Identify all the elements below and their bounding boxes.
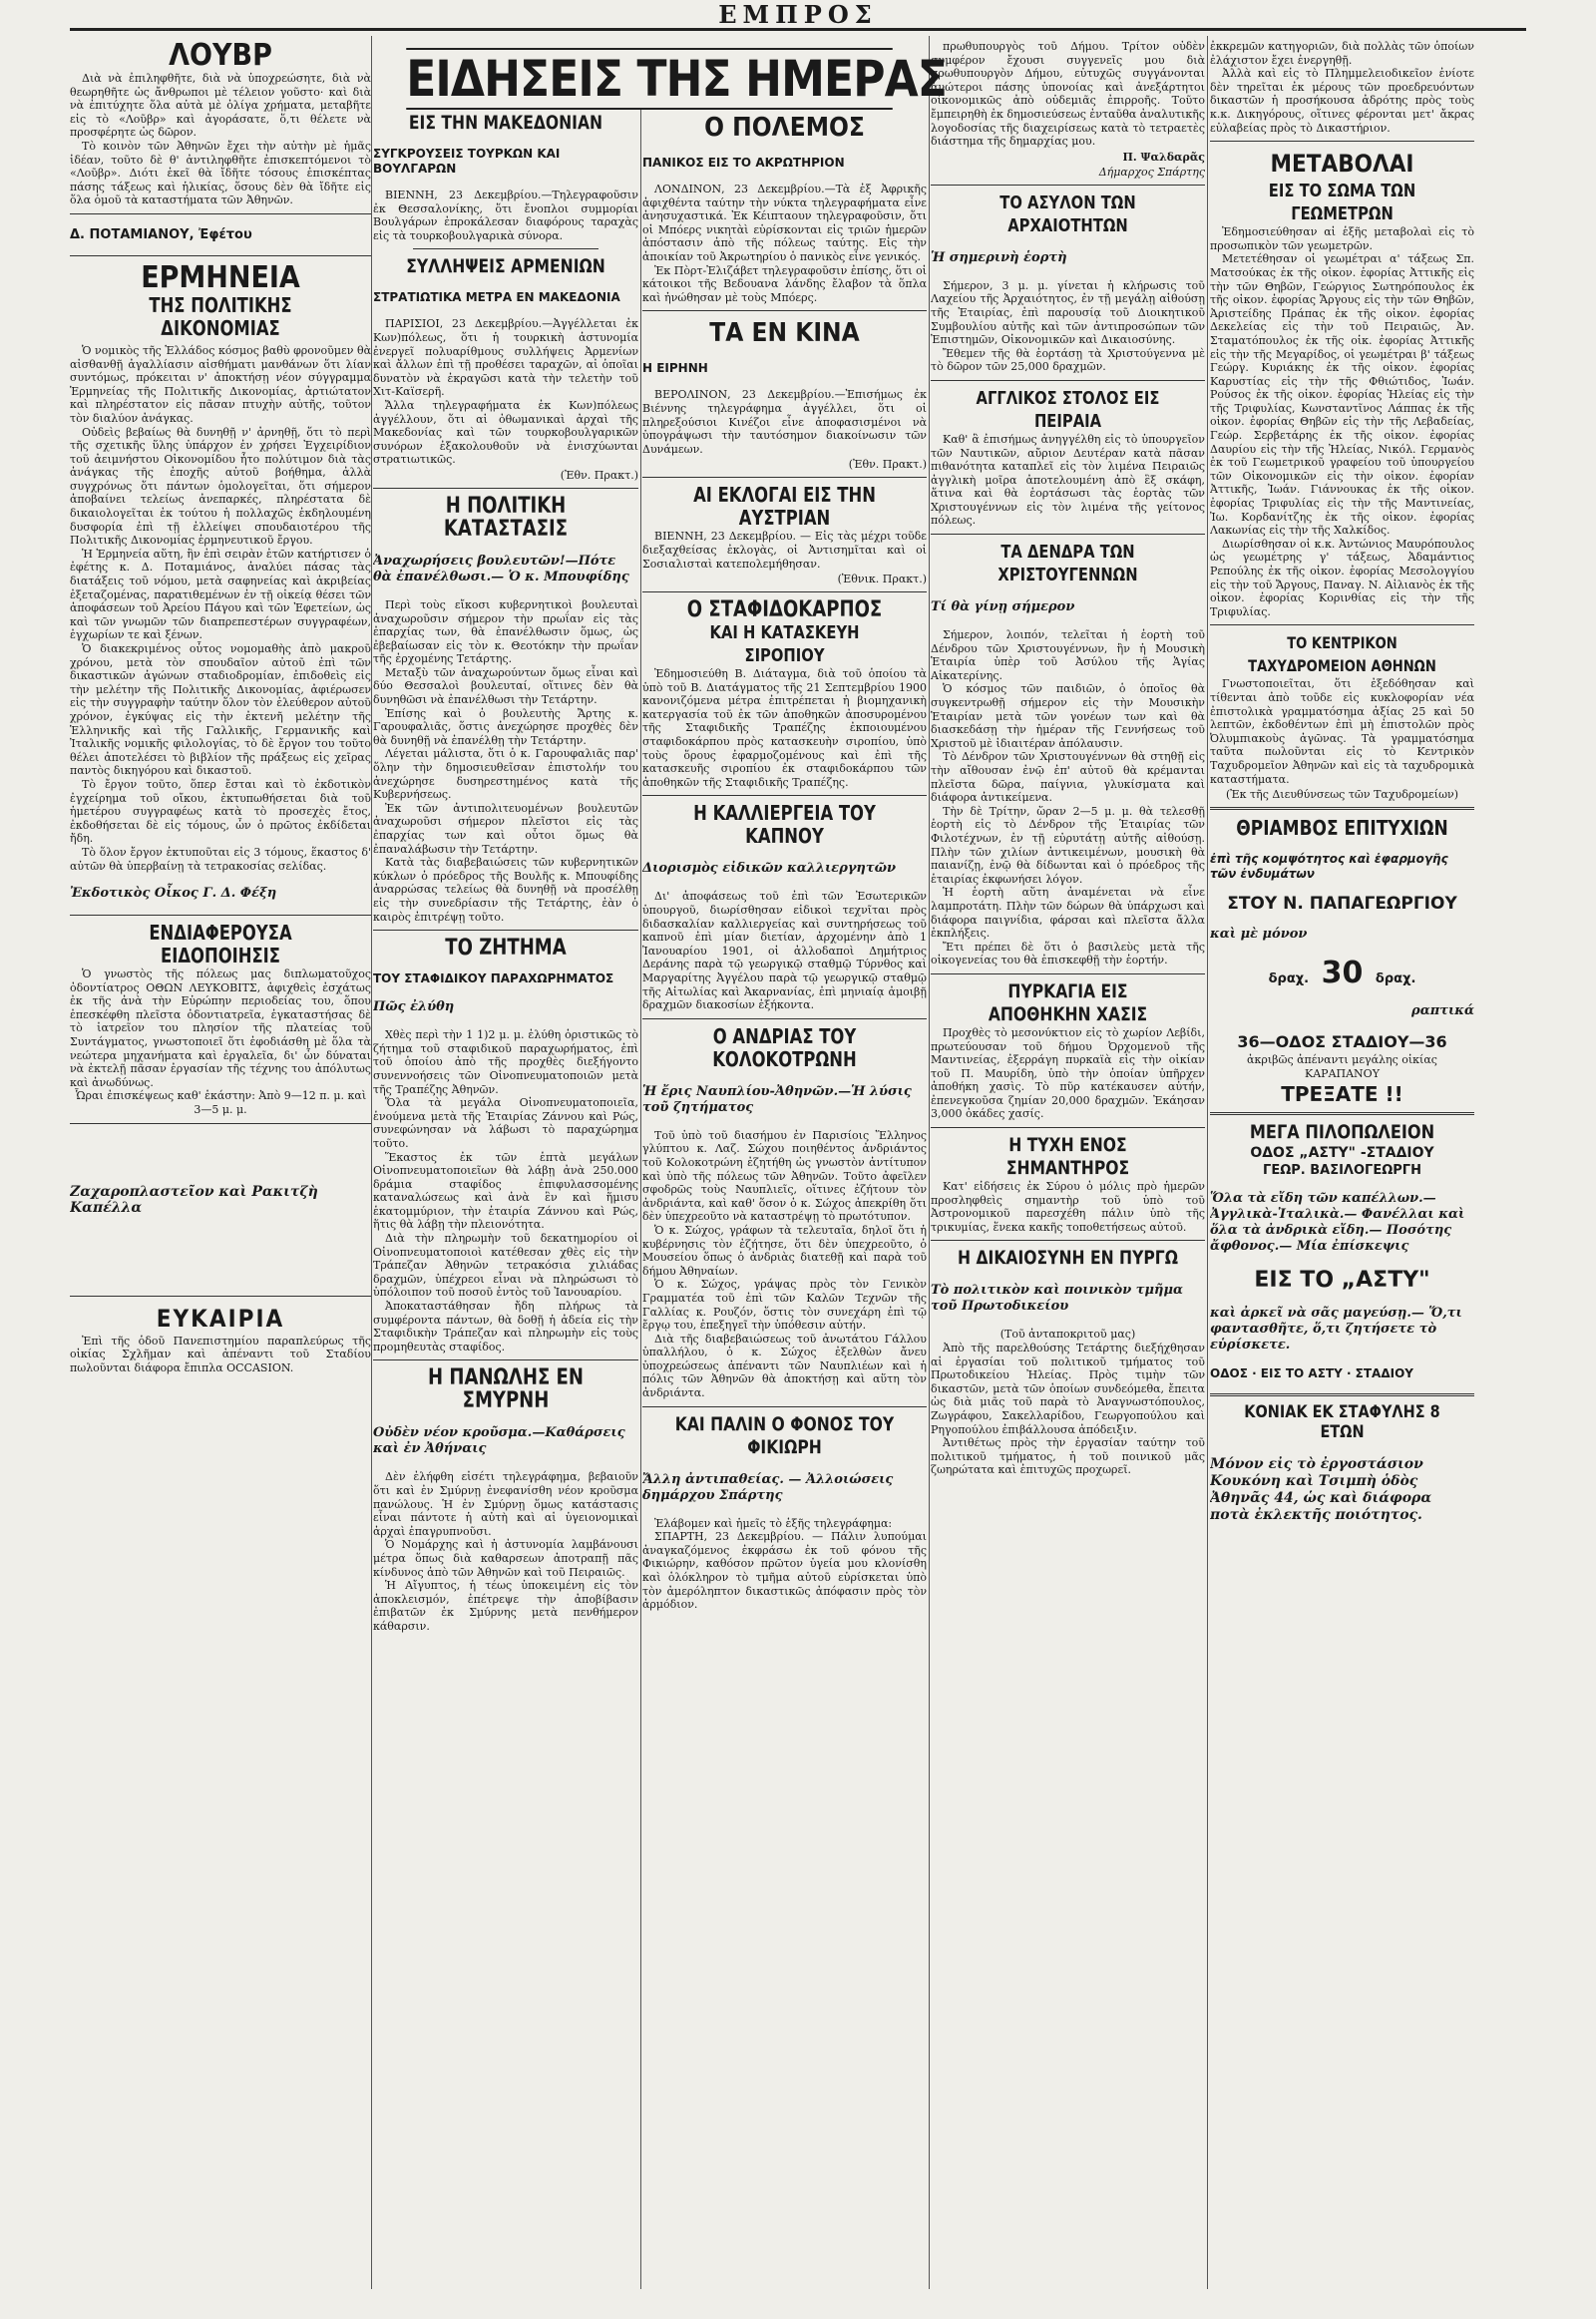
- louvre-title: ΛΟΥΒΡ: [169, 40, 272, 73]
- divider: [931, 1127, 1205, 1128]
- hat-shop-name: ΕΙΣ ΤΟ „ΑΣΤΥ": [1254, 1268, 1430, 1294]
- divider: [413, 248, 598, 249]
- opportunity-title: ΕΥΚΑΙΡΙΑ: [156, 1304, 285, 1333]
- hat-shop-text-2: καὶ ἀρκεῖ νὰ σᾶς μαγεύσῃ.— Ὅ,τι φαντασθῆτε, ὅ,τι ζητήσετε τὸ εὑρίσκετε.: [1210, 1306, 1462, 1353]
- tailor-advert: [1210, 816, 1474, 1106]
- banner: [373, 48, 947, 108]
- author-signature: Δ. ΠΟΤΑΜΙΑΝΟΥ, Ἐφέτου: [70, 226, 252, 242]
- hat-shop-text: Ὅλα τὰ εἴδη τῶν καπέλλων.— Ἀγγλικὰ-Ἰταλικὰ.— Φανέλλαι καὶ ὅλα τὰ ἀνδρικὰ εἴδη.— Ποσότης ἄφθονος.— Μία ἐπίσκεψις: [1210, 1191, 1465, 1255]
- tobacco-subtitle: Διορισμὸς εἰδικῶν καλλιεργητῶν: [642, 861, 897, 877]
- source-credit: (Ἐθν. Πρακτ.): [848, 458, 927, 472]
- justice-title: Η ΔΙΚΑΙΟΣΥΝΗ ΕΝ ΠΥΡΓΩ: [958, 1247, 1178, 1270]
- hat-shop-footer: ΟΔΟΣ · ΕΙΣ ΤΟ ΑΣΤΥ · ΣΤΑΔΙΟΥ: [1210, 1366, 1413, 1381]
- article-paragraph: Διωρίσθησαν οἱ κ.κ. Ἀντώνιος Μαυρόπουλος ὡς γεωμέτρης γ' τάξεως, Ἀδαμάντιος Ρεπούλης ἐκ τῆς οἰκον. ἐφορίας Μεσολογγίου εἰς τὴν τοῦ Ἄργους, Παναγ. Ν. Αἰλιανὸς ἐκ τῆς οἰκον. ἐφορίας Κορινθίας εἰς τὴν τῆς Τριφυλίας.: [1210, 537, 1474, 618]
- column-rule: [1207, 36, 1208, 2289]
- china-subtitle: Η ΕΙΡΗΝΗ: [642, 361, 708, 376]
- column-rule: [929, 36, 930, 2289]
- article-paragraph: Κατὰ τὰς διαβεβαιώσεις τῶν κυβερνητικῶν κύκλων ὁ πρόεδρος τῆς Βουλῆς κ. Μπουφίδης ἀναρρώσας τελείως θὰ δυνηθῇ νὰ προσέλθῃ εἰς τὴν συνεδρίασιν τῆς Τετάρτης, ἐὰν ὁ καιρὸς ἐπιτρέψῃ τοῦτο.: [373, 856, 638, 924]
- divider: [642, 1018, 927, 1019]
- tailor-ad-name: ΣΤΟΥ Ν. ΠΑΠΑΓΕΩΡΓΙΟΥ: [1227, 894, 1457, 915]
- column-1: [70, 40, 371, 2289]
- justice-correspondent: (Τοῦ ἀνταποκριτοῦ μας): [999, 1328, 1136, 1342]
- banner-title: ΕΙΔΗΣΕΙΣ ΤΗΣ ΗΜΕΡΑΣ: [406, 50, 947, 108]
- statue-subtitle: Ἡ ἔρις Ναυπλίου-Ἀθηνῶν.—Ἡ λύσις τοῦ ζητήματος: [642, 1083, 912, 1115]
- article-paragraph: Ἐπίσης καὶ ὁ βουλευτὴς Ἄρτης κ. Γαρουφαλιᾶς, ὅστις ἀνεχώρησε προχθὲς δὲν θὰ δυνηθῇ νὰ ἐπανέλθῃ τὴν Τετάρτην.: [373, 706, 638, 747]
- column-3: [642, 112, 927, 2286]
- article-paragraph: Ὅλα τὰ μεγάλα Οἰνοπνευματοποιεῖα, ἑνούμενα μετὰ τῆς Ἑταιρίας Ζάννου καὶ Ρώς, συνεφώνησαν νὰ λάβωσι τὸ παραχώρημα τοῦτο.: [373, 1096, 638, 1150]
- divider: [642, 477, 927, 478]
- issue-title: ΤΟ ΖΗΤΗΜΑ: [445, 936, 567, 962]
- armenians-text-2: Ἄλλα τηλεγραφήματα ἐκ Κων)πόλεως ἀγγέλλουν, ὅτι αἱ ὀθωμανικαὶ ἀρχαὶ τῆς Μακεδονίας καὶ τῶν τουρκοβουλγαρικῶν συνόρων ἐξακολουθοῦν νὰ ἐνισχύωνται στρατιωτικῶς.: [373, 398, 638, 467]
- austria-title: ΑΙ ΕΚΛΟΓΑΙ ΕΙΣ ΤΗΝ ΑΥΣΤΡΙΑΝ: [693, 483, 876, 531]
- article-paragraph: Τοῦ ὑπὸ τοῦ διασήμου ἐν Παρισίοις Ἕλληνος γλύπτου κ. Λαζ. Σώχου ποιηθέντος ἀνδριάντος τοῦ Κολοκοτρώνη ἐζητήθη ὡς γνωστὸν ἀντίτυπον καὶ ὑπὸ τῆς πόλεως τῶν Ἀθηνῶν. Τοῦτο ἀφεῖλεν σφοδρῶς τοὺς Ναυπλιεῖς, οἵτινες ἐζήτουν τὸν ἀνδριάντα, καὶ καθ' ὅσον ὁ κ. Σώχος ἀπεκρίθη ὅτι δὲν ὑπεχρεοῦτο νὰ καταστρέψῃ τὸ πρωτότυπον.: [642, 1128, 927, 1224]
- publisher-name: Ἐκδοτικὸς Οἶκος Γ. Δ. Φέξη: [70, 886, 277, 902]
- tailor-ad-currency: δραχ.: [1268, 971, 1310, 987]
- christmas-trees-subtitle: Τί θὰ γίνῃ σήμερον: [931, 599, 1075, 615]
- source-credit: (Ἐθν. Πρακτ.): [560, 468, 638, 482]
- article-paragraph: Ἡ Ἑρμηνεία αὕτη, ἣν ἐπὶ σειρὰν ἐτῶν κατήρτισεν ὁ ἐφέτης κ. Δ. Ποταμιάνος, ἀναλύει πάσας τὰς διατάξεις τοῦ νόμου, μετὰ σαφηνείας καὶ ἀκριβείας ἐξεταζομένας, παρατιθεμένων ἐν τῇ οἰκείᾳ θέσει τῶν ἀποφάσεων τοῦ Ἀρείου Πάγου καὶ τῶν Ἐφετείων, ὡς καὶ τῶν γνωμῶν τῶν διαπρεπεστέρων συγγραφέων, ἐγχωρίων τε καὶ ξένων.: [70, 547, 371, 642]
- divider: [1210, 141, 1474, 142]
- tailor-ad-line: ραπτικά: [1411, 1003, 1474, 1019]
- article-paragraph: Τὸ ἔργον τοῦτο, ὅπερ ἔσται καὶ τὸ ἐκδοτικὸν ἐγχείρημα τοῦ οἴκου, ἐκτυπωθήσεται διὰ τοῦ ἡμετέρου συγγραφέως κατὰ τὸ προσεχὲς ἔτος, ἐκδοθήσεται δὲ εἰς τόμους, ὧν ὁ πρῶτος ἐκδίδεται ἤδη.: [70, 777, 371, 846]
- article-paragraph: Ὁ Νομάρχης καὶ ἡ ἀστυνομία λαμβάνουσι μέτρα ὅπως διὰ καθαρσεων ἀποτραπῇ πᾶς κίνδυνος ἀπὸ τῶν Ἀθηνῶν καὶ τοῦ Πειραιῶς.: [373, 1538, 638, 1579]
- article-paragraph: Ἐκ Πὸρτ-Ἐλιζάβετ τηλεγραφοῦσιν ἐπίσης, ὅτι οἱ κάτοικοι τῆς Βεδουανα λάνδης ἔλαβον τὰ ὅπλα καὶ ἠνώθησαν μὲ τοὺς Μπόερς.: [642, 263, 927, 304]
- confectionery-ad: Ζαχαροπλαστεῖον καὶ Ρακιτζὴ Καπέλλα: [70, 1183, 318, 1216]
- buoy-title: Η ΤΥΧΗ ΕΝΟΣ ΣΗΜΑΝΤΗΡΟΣ: [1005, 1134, 1130, 1180]
- article-paragraph: Τὸ ὅλον ἔργον ἐκτυποῦται εἰς 3 τόμους, ἕκαστος δ' αὐτῶν θὰ ὑπερβαίνῃ τὰ τετρακοσίας σελίδας.: [70, 845, 371, 873]
- article-paragraph: Ἀντιθέτως πρὸς τὴν ἐργασίαν ταύτην τοῦ πολιτικοῦ τμήματος, ἡ τοῦ ποινικοῦ μᾶς ζωηρώτατα καὶ ἐπιτυχῶς προχωρεῖ.: [931, 1436, 1205, 1477]
- article-paragraph: Μεταξὺ τῶν ἀναχωρούντων ὅμως εἶναι καὶ δύο Θεσσαλοὶ βουλευταί, οἵτινες δὲν θὰ δυνηθῶσι νὰ ἐπανέλθωσι τὴν Τετάρτην.: [373, 665, 638, 707]
- article-paragraph: Σήμερον, 3 μ. μ. γίνεται ἡ κλήρωσις τοῦ Λαχείου τῆς Ἀρχαιότητος, ἐν τῇ μεγάλῃ αἰθούσῃ τῆς Ἑταιρίας, ἐπὶ παρουσίᾳ τοῦ Διοικητικοῦ Συμβουλίου αὐτῆς καὶ τῶν ἀντιπροσώπων τῶν Ἐπιστημῶν, Οἰκονομικῶν καὶ Δικαιοσύνης.: [931, 278, 1205, 347]
- plague-subtitle: Οὐδὲν νέον κροῦσμα.—Καθάρσεις καὶ ἐν Ἀθήναις: [373, 1425, 625, 1457]
- article-paragraph: Ὁ κ. Σώχος, γράψας πρὸς τὸν Γενικὸν Γραμματέα τοῦ ἐπὶ τῶν Καλῶν Τεχνῶν τῆς Γαλλίας κ. Ρουζόν, ὅστις τὸν συνεχάρη ἐπὶ τῷ ἔργῳ του, ἐπεξηγεῖ τὴν ὑπόθεσιν αὐτήν.: [642, 1278, 927, 1333]
- divider: [642, 310, 927, 311]
- armenians-title: ΣΥΛΛΗΨΕΙΣ ΑΡΜΕΝΙΩΝ: [406, 255, 605, 278]
- war-subtitle: ΠΑΝΙΚΟΣ ΕΙΣ ΤΟ ΑΚΡΩΤΗΡΙΟΝ: [642, 156, 845, 170]
- christmas-trees-title: ΤΑ ΔΕΝΔΡΑ ΤΩΝ ΧΡΙΣΤΟΥΓΕΝΝΩΝ: [998, 542, 1138, 586]
- article-paragraph: ΣΠΑΡΤΗ, 23 Δεκεμβρίου. — Πάλιν λυπούμαι ἀναγκαζόμενος ἐκφράσω ἐκ τοῦ φόνου τῆς Φικιώρην, καθόσον πρῶτον ὑγεία μου κλονίσθη καὶ ὁλόκληρον τὸ τμῆμα αὐτοῦ εὑρίσκεται ὑπὸ τὸν ἀμερόληπτον δικαστικῶς ἀπόφασιν πρὸς τὸν ἀρμόδιον.: [642, 1530, 927, 1612]
- article-paragraph: Οὐδεὶς βεβαίως θὰ δυνηθῇ ν' ἀρνηθῇ, ὅτι τὸ περὶ τῆς σχετικῆς ὕλης ὑπάρχον ἐν χρήσει Ἐγχειρίδιον τοῦ ἀειμνήστου Οἰκονομίδου ἦτο πολύτιμον διὰ τὰς ἀνάγκας τῆς ἐποχῆς αὐτοῦ βοήθημα, ἀλλὰ συγχρόνως ὅτι πάντων ὁμολογεῖται, ὅτι σήμερον ἀποβαίνει τελείως ἀνεπαρκές, πληρέστατα δὲ δικαιολογεῖται ἐκ τούτου ἡ πολλαχῶς ἐκδηλουμένη δυσφορία ἐπὶ τῇ ἐλλείψει σπουδαιοτέρου τῆς Πολιτικῆς Δικονομίας ἑρμηνευτικοῦ ἔργου.: [70, 425, 371, 548]
- divider: [70, 213, 371, 214]
- article-paragraph: Κατ' εἰδήσεις ἐκ Σύρου ὁ μόλις πρὸ ἡμερῶν προσληφθεὶς σημαντὴρ τοῦ ὑπὸ τοῦ Ἀστρονομικοῦ παρεσχέθη πάλιν ὑπὸ τῆς τρικυμίας, ἕνεκα κακῆς τοποθετήσεως αὐτοῦ.: [931, 1180, 1205, 1234]
- article-paragraph: Ἡ ἑορτὴ αὕτη ἀναμένεται νὰ εἶνε λαμπροτάτη. Πλὴν τῶν δώρων θὰ ὑπάρχωσι καὶ διάφορα παιγνίδια, φάρσαι καὶ πλεῖστα ἄλλα ἐκπλήξεις.: [931, 886, 1205, 941]
- divider: [373, 930, 638, 931]
- tailor-ad-price: 30: [1321, 956, 1364, 991]
- tailor-ad-address: 36—ΟΔΟΣ ΣΤΑΔΙΟΥ—36: [1237, 1032, 1447, 1052]
- hat-shop-street: ΟΔΟΣ „ΑΣΤΥ" -ΣΤΑΔΙΟΥ: [1250, 1145, 1434, 1162]
- article-paragraph: Ἔθεμεν τῆς θὰ ἑορτάσῃ τὰ Χριστούγεννα μὲ τὸ δῶρον τῶν 25,000 δραχμῶν.: [931, 346, 1205, 374]
- issue-subtitle: ΤΟΥ ΣΤΑΦΙΔΙΚΟΥ ΠΑΡΑΧΩΡΗΜΑΤΟΣ: [373, 971, 614, 986]
- signature: Π. Ψαλδαρᾶς: [1122, 150, 1205, 164]
- article-paragraph: Ἕκαστος ἐκ τῶν ἑπτὰ μεγάλων Οἰνοπνευματοποιεῖων θὰ λάβῃ ἀνὰ 250.000 δράμια σταφίδος ἐπιφυλασσομένης καταναλώσεως καὶ ἀνὰ ἓν καὶ ἥμισυ ἑκατομμύριον, τὴν ἑταιρία Ζάννου καὶ Ρώς, ἥτις θὰ λάβῃ τὴν πλειονότητα.: [373, 1150, 638, 1232]
- column-2: [373, 112, 638, 2286]
- article-paragraph: Μετετέθησαν οἱ γεωμέτραι α' τάξεως Σπ. Ματσούκας ἐκ τῆς οἰκον. ἐφορίας Ἀττικῆς εἰς τὴν τῶν Θηβῶν, Γεώργιος Σωτηρόπουλος ἐκ τῆς οἰκον. ἐφορίας Ἄργους εἰς τὴν τῶν Θηβῶν, Ἀριστείδης Πράπας ἐκ τῆς οἰκον. ἐφορίας Δεκελείας εἰς τὴν τοῦ Πειραιῶς, Ἀν. Σταματόπουλος ἐκ τῆς οἰκ. ἐφορίας Ἀττικῆς εἰς τὴν τῆς Μεγαρίδος, οἱ γεωμέτραι β' τάξεως Γεώργ. Κυριάκης ἐκ τῆς οἰκον. ἐφορίας Καρυστίας εἰς τὴν τῆς Φθιώτιδος, Ἰωάν. Ρούσος ἐκ τῆς οἰκον. ἐφορίας Ἠλείας εἰς τὴν τῆς Τριφυλίας, Κωνσταντῖνος Λάππας ἐκ τῆς οἰκον. ἐφορίας Θηβῶν εἰς τὴν τῆς Λεβαδείας, Γεώρ. Σερβετάρης ἐκ τῆς οἰκον. ἐφορίας Δαυρίου εἰς τὴν τῆς Ἠλείας, Νικόλ. Γερμανὸς ἐκ τοῦ Γεωμετρικοῦ γραφείου τοῦ ὑπουργείου τῶν Οἰκονομικῶν εἰς τὴν οἰκον. ἐφορίαν Ἀττικῆς, Ἰωάν. Γιάννουκας ἐκ τῆς οἰκον. ἐφορίας Τριφυλίας εἰς τὴν τῆς Μαντινείας, Ἰω. Κορδανίτζης ἐκ τῆς οἰκον. ἐφορίας Λακωνίας εἰς τὴν τῆς Χαλκίδος.: [1210, 252, 1474, 538]
- issue-subtitle-2: Πῶς ἐλύθη: [373, 999, 455, 1015]
- macedonia-title: ΕΙΣ ΤΗΝ ΜΑΚΕΔΟΝΙΑΝ: [408, 112, 603, 134]
- changes-title: ΜΕΤΑΒΟΛΑΙ: [1270, 150, 1414, 179]
- interpretation-title: ΕΡΜΗΝΕΙΑ: [141, 259, 300, 295]
- tailor-ad-line: καὶ μὲ μόνον: [1210, 927, 1308, 943]
- antiquities-title: ΤΟ ΑΣΥΛΟΝ ΤΩΝ ΑΡΧΑΙΟΤΗΤΩΝ: [999, 192, 1136, 236]
- visiting-hours: Ὧραι ἐπισκέψεως καθ' ἑκάστην: Ἀπὸ 9—12 π. μ. καὶ 3—5 μ. μ.: [74, 1089, 367, 1117]
- tailor-ad-line: ἐπὶ τῆς κομψότητος καὶ ἐφαρμογῆς τῶν ἐνδυμάτων: [1210, 852, 1448, 882]
- top-rule: [70, 28, 1526, 31]
- article-paragraph: Ἐδημοσιεύθη Β. Διάταγμα, διὰ τοῦ ὁποίου τὰ ὑπὸ τοῦ Β. Διατάγματος τῆς 21 Σεπτεμβρίου 1900 κανονιζόμενα μέτρα ἐπιτρέπεται ἡ βιομηχανικὴ κατεργασία τοῦ ἐκ τῶν ἀποθηκῶν ἀποσυρομένου τῆς Σταφιδικῆς Τραπέζης ἐκποιουμένου σταφιδοκάρπου πρὸς κατασκευὴν σιροπίου, ὑπὸ τοὺς ὅρους ἐφαρμοζομένους καὶ ἐπὶ τῆς κατασκευῆς σιροπίου ἐκ σταφιδοκάρπου τῶν ἀποθηκῶν τῆς Σταφιδικῆς Τραπέζης.: [642, 667, 927, 789]
- armenians-subtitle: ΣΤΡΑΤΙΩΤΙΚΑ ΜΕΤΡΑ ΕΝ ΜΑΚΕΔΟΝΙΑ: [373, 290, 620, 305]
- macedonia-text: ΒΙΕΝΝΗ, 23 Δεκεμβρίου.—Τηλεγραφοῦσιν ἐκ Θεσσαλονίκης, ὅτι ἔνοπλοι συμμορίαι Βουλγάρων ἐπροκάλεσαν διαφόρους ταραχὰς εἰς τὰ τουρκοβουλγαρικὰ σύνορα.: [373, 189, 638, 242]
- source-credit: (Ἐκ τῆς Διευθύνσεως τῶν Ταχυδρομείων): [1225, 788, 1459, 802]
- divider: [642, 1406, 927, 1407]
- article-paragraph: Χθὲς περὶ τὴν 1 1)2 μ. μ. ἐλύθη ὁριστικῶς τὸ ζήτημα τοῦ σταφιδικοῦ παραχωρήματος, ἐπὶ τοῦ ὁποίου ἀπὸ τῆς προχθὲς διεξήγοντο συνεννοήσεις τῶν Οἰνοπνευματοποιῶν μετὰ τῆς Τραπέζης Ἀθηνῶν.: [373, 1028, 638, 1096]
- article-paragraph: Ἐδημοσιεύθησαν αἱ ἑξῆς μεταβολαὶ εἰς τὸ προσωπικὸν τῶν γεωμετρῶν.: [1210, 225, 1474, 252]
- divider: [642, 591, 927, 592]
- column-5: [1210, 40, 1474, 2289]
- divider: [1210, 624, 1474, 625]
- article-paragraph: Γνωστοποιεῖται, ὅτι ἐξεδόθησαν καὶ τίθενται ἀπὸ τοῦδε εἰς κυκλοφορίαν νέα ἐπιστολικὰ γραμματόσημα ἀξίας 25 καὶ 50 λεπτῶν, ἐκδοθέντων ἐπὶ μὴ ἐπιστολῶν πρὸς Ὀλυμπιακοὺς ἀγῶνας. Τὰ γραμματόσημα ταῦτα πωλοῦνται εἰς τὸ Κεντρικὸν Ταχυδρομεῖον Ἀθηνῶν καὶ εἰς τὰ ταχυδρομικὰ καταστήματα.: [1210, 677, 1474, 786]
- divider: [931, 973, 1205, 974]
- war-title: Ο ΠΟΛΕΜΟΣ: [704, 113, 865, 143]
- hat-shop-owner: ΓΕΩΡ. ΒΑΣΙΛΟΓΕΩΡΓΗ: [1263, 1163, 1421, 1179]
- article-paragraph: Ὁ διακεκριμένος οὗτος νομομαθὴς ἀπὸ μακροῦ χρόνου, μετὰ τὸν σπουδαῖον αὐτοῦ ἐπὶ τῶν δικαστικῶν ἀγώνων σταδιοδρομίαν, ἐπιδοθεὶς εἰς τὴν μελέτην τῆς Πολιτικῆς Δικονομίας, ἀφιέρωσεν εἰς τὴν συγγραφὴν ταύτην ὅλον τὸν ἐλεύθερον αὐτοῦ χρόνον, ἐγκύψας εἰς τὴν ἐκτενῆ μελέτην τῆς Ἑλληνικῆς καὶ τῆς Γαλλικῆς, Γερμανικῆς καὶ Ἰταλικῆς νομικῆς φιλολογίας, τὸ δὲ ἔργον του τοῦτο θέλει ἀποτελέσει τὸ βιβλίον τῆς πράξεως εἰς χεῖρας παντὸς δικηγόρου καὶ δικαστοῦ.: [70, 642, 371, 778]
- article-paragraph: Ἐκ τῶν ἀντιπολιτευομένων βουλευτῶν ἀναχωροῦσι σήμερον πλεῖστοι εἰς τὰς ἐπαρχίας των καὶ οὗτοι ὅμως θὰ ἐπαναλάβωσιν τὴν Τετάρτην.: [373, 801, 638, 856]
- murder-title: ΚΑΙ ΠΑΛΙΝ Ο ΦΟΝΟΣ ΤΟΥ ΦΙΚΙΩΡΗ: [674, 1412, 895, 1458]
- article-paragraph: Τὴν δὲ Τρίτην, ὥραν 2—5 μ. μ. θὰ τελεσθῇ ἑορτὴ εἰς τὸ Δένδρον τῆς Ἑταιρίας τῶν Φιλοτέχνων, ἐν τῇ εὐρυτάτῃ αὐτῆς αἰθούσῃ. Πλὴν τῶν χιλίων ἀντικειμένων, μουσικὴ θὰ παιανίζῃ, ἐνῷ θὰ δίδωνται καὶ ὁ πρόεδρος τῆς ἑταιρίας ἐκφωνήσει λόγον.: [931, 804, 1205, 886]
- article-paragraph: Ἀποκαταστάθησαν ἤδη πλήρως τὰ συμφέροντα πάντων, θὰ δοθῇ ἡ ἀδεία εἰς τὴν Σταφιδικὴν Τράπεζαν καὶ πληρωμὴν εἰς τοὺς προμηθευτὰς σταφίδος.: [373, 1300, 638, 1353]
- article-paragraph: Ἔτι πρέπει δὲ ὅτι ὁ βασιλεὺς μετὰ τῆς οἰκογενείας του θὰ ἐπισκεφθῇ τὴν ἑορτήν.: [931, 940, 1205, 967]
- hat-shop-title: ΜΕΓΑ ΠΙΛΟΠΩΛΕΙΟΝ: [1249, 1121, 1435, 1144]
- political-situation-subtitle: Ἀναχωρήσεις βουλευτῶν!—Πότε θὰ ἐπανέλθωσι.— Ὁ κ. Μπουφίδης: [373, 553, 629, 584]
- antiquities-subtitle: Ἡ σημερινὴ ἑορτὴ: [931, 249, 1067, 265]
- divider: [373, 488, 638, 489]
- article-paragraph: Περὶ τοὺς εἴκοσι κυβερνητικοὶ βουλευταὶ ἀναχωροῦσιν σήμερον τὴν πρωΐαν εἰς τὰς ἐπαρχίας των, θὰ ἐπανέλθωσιν ὅμως, ὡς ἐβεβαίωσαν εἰς τὸν κ. Θεοτόκην τὴν πρωΐαν τῆς ἐρχομένης Τετάρτης.: [373, 597, 638, 666]
- armenians-text: ΠΑΡΙΣΙΟΙ, 23 Δεκεμβρίου.—Ἀγγέλλεται ἐκ Κων)πόλεως, ὅτι ἡ τουρκικὴ ἀστυνομία ἐνεργεῖ πολυαρίθμους συλλήψεις Ἀρμενίων καὶ ἄλλων ἐπὶ τῇ προθέσει ταραχῶν, αἱ ὁποῖαι δυνατὸν νὰ ἐκραγῶσι κατὰ τὴν τελετὴν τοῦ Χιτ-Καϊσερῆ.: [373, 317, 638, 399]
- macedonia-subtitle: ΣΥΓΚΡΟΥΣΕΙΣ ΤΟΥΡΚΩΝ ΚΑΙ ΒΟΥΛΓΑΡΩΝ: [373, 147, 561, 176]
- article-paragraph: Δι' ἀποφάσεως τοῦ ἐπὶ τῶν Ἐσωτερικῶν ὑπουργοῦ, διωρίσθησαν εἰδικοὶ τεχνῖται πρὸς διδασκαλίαν καλλιεργείας καὶ συντηρήσεως τοῦ καπνοῦ ἐπὶ μίαν διετίαν, ἀρχομένην ἀπὸ 1 Ἰανουαρίου 1901, οἱ ἀλλοδαποὶ Δημήτριος Δεράνης παρὰ τῷ γεωργικῷ σταθμῷ Τύρνθος καὶ Μαργαρίτης Ἀγγέλου παρὰ τῷ γεωργικῷ σταθμῷ τῆς Αἰτωλίας καὶ Ἀκαρνανίας, ἐπὶ μηνιαίᾳ ἀμοιβῇ δραχμῶν διακοσίων ἑξήκοντα.: [642, 890, 927, 1012]
- divider: [931, 380, 1205, 381]
- divider: [1210, 1393, 1474, 1396]
- tobacco-title: Η ΚΑΛΛΙΕΡΓΕΙΑ ΤΟΥ ΚΑΠΝΟΥ: [693, 801, 876, 849]
- plague-title: Η ΠΑΝΩΛΗΣ ΕΝ ΣΜΥΡΝΗ: [428, 1365, 584, 1414]
- article-paragraph: Ὁ κ. Σώχος, γράφων τὰ τελευταῖα, δηλοῖ ὅτι ἡ κυβέρνησις τὸν ἐζήτησε, ὅτι δὲν ὑπεχρεοῦτο, ὁ Μουσείου ὅπως ὁ ἀνδριὰς διατεθῇ καὶ παρὰ τοῦ δήμου Ἀθηναίων.: [642, 1223, 927, 1278]
- article-paragraph: Διὰ τῆς διαβεβαιώσεως τοῦ ἀνωτάτου Γάλλου ὑπαλλήλου, ὁ κ. Σώχος ἐξελθὼν ἄνευ ὑποχρεώσεως ἀπέναντι τῶν Ναυπλιέων καὶ ἡ πόλις τῶν Ἀθηνῶν θὰ ἀποκτήσῃ καὶ αὕτη τὸν ἀνδριάντα.: [642, 1332, 927, 1400]
- masthead: [0, 0, 1596, 28]
- post-office-title: ΤΟ ΚΕΝΤΡΙΚΟΝ ΤΑΧΥΔΡΟΜΕΙΟΝ ΑΘΗΝΩΝ: [1248, 633, 1436, 676]
- divider: [70, 1296, 371, 1297]
- cognac-title: ΚΟΝΙΑΚ ΕΚ ΣΤΑΦΥΛΗΣ 8 ΕΤΩΝ: [1244, 1402, 1440, 1443]
- article-paragraph: Δὲν ἐλήφθη εἰσέτι τηλεγράφημα, βεβαιοῦν ὅτι καὶ ἐν Σμύρνῃ ἐνεφανίσθη νέον κροῦσμα πανώλους. Ἡ ἐν Σμύρνῃ ὅμως κατάστασις εἶναι πάντοτε ἡ αὐτὴ καὶ αἱ ὑγειονομικαὶ ἀρχαὶ ἐπαγρυπνοῦσι.: [373, 1470, 638, 1538]
- cognac-advert: [1210, 1402, 1474, 1524]
- cognac-text: Μόνον εἰς τὸ ἐργοστάσιον Κουκόνη καὶ Τσιμπὴ ὁδὸς Ἀθηνᾶς 44, ὡς καὶ διάφορα ποτὰ ἐκλεκτῆς ποιότητος.: [1210, 1456, 1432, 1524]
- fire-title: ΠΥΡΚΑΓΙΑ ΕΙΣ ΑΠΟΘΗΚΗΝ ΧΑΣΙΣ: [988, 979, 1148, 1025]
- statue-title: Ο ΑΝΔΡΙΑΣ ΤΟΥ ΚΟΛΟΚΟΤΡΩΝΗ: [712, 1023, 857, 1071]
- article-paragraph: Τὸ Δένδρον τῶν Χριστουγέννων θὰ στηθῇ εἰς τὴν αἴθουσαν ἐνῷ ἐπ' αὐτοῦ θὰ κρέμανται πλεῖστα δῶρα, παίγνια, γλυκίσματα καὶ διάφορα ἀντικείμενα.: [931, 750, 1205, 805]
- raisin-title: Ο ΣΤΑΦΙΔΟΚΑΡΠΟΣ: [686, 597, 883, 623]
- divider: [1210, 807, 1474, 810]
- tailor-ad-call: ΤΡΕΞΑΤΕ !!: [1281, 1082, 1403, 1107]
- signature-title: Δήμαρχος Σπάρτης: [1098, 165, 1205, 179]
- article-paragraph: ΒΙΕΝΝΗ, 23 Δεκεμβρίου. — Εἰς τὰς μέχρι τοῦδε διεξαχθείσας ἐκλογὰς, οἱ Ἀντισημῖται καὶ οἱ Σοσιαλισταὶ κατεπολεμήθησαν.: [642, 530, 927, 571]
- divider: [70, 1123, 371, 1124]
- column-4: [931, 40, 1205, 2289]
- article-paragraph: ἐκκρεμῶν κατηγοριῶν, διὰ πολλὰς τῶν ὁποίων ἐλάχιστον ἔχει ἐνεργηθῇ.: [1210, 40, 1474, 67]
- article-paragraph: Ὁ κόσμος τῶν παιδιῶν, ὁ ὁποῖος θὰ συγκεντρωθῇ σήμερον εἰς τὴν Μουσικὴν Ἑταιρίαν μετὰ τῶν γονέων των καὶ θὰ διασκεδάσῃ τὴν ἡμέραν τῆς Γεννήσεως τοῦ Χριστοῦ μὲ ἰδιαιτέραν ἀπόλαυσιν.: [931, 682, 1205, 750]
- justice-subtitle: Τὸ πολιτικὸν καὶ ποινικὸν τμῆμα τοῦ Πρωτοδικείου: [931, 1283, 1184, 1315]
- louvre-text-2: Τὸ κοινὸν τῶν Ἀθηνῶν ἔχει τὴν αὐτὴν μὲ ἡμᾶς ἰδέαν, τοῦτο δὲ θ' ἀντιληφθῆτε ἐπισκεπτόμενοι τὸ «Λοῦβρ». Διότι ἐκεῖ θὰ ἴδῆτε τόσους ἐπισκέπτας πάσης τάξεως καὶ ἡλικίας, ὅσους δὲν θὰ ἴδῆτε εἰς ὅλα ὁμοῦ τὰ καταστήματα τῶν Ἀθηνῶν.: [70, 139, 371, 207]
- interpretation-subtitle: ΤΗΣ ΠΟΛΙΤΙΚΗΣ ΔΙΚΟΝΟΜΙΑΣ: [149, 292, 292, 340]
- notice-title: ΕΝΔΙΑΦΕΡΟΥΣΑ ΕΙΔΟΠΟΙΗΣΙΣ: [149, 921, 292, 968]
- opportunity-text: Ἐπὶ τῆς ὁδοῦ Πανεπιστημίου παραπλεύρως τῆς οἰκίας Σχλῆμαν καὶ ἀπέναντι τοῦ Σταδίου πωλοῦνται διάφορα ἔπιπλα OCCASION.: [70, 1334, 371, 1374]
- article-paragraph: Καθ' ἃ ἐπισήμως ἀνηγγέλθη εἰς τὸ ὑπουργεῖον τῶν Ναυτικῶν, αὔριον Δευτέραν κατὰ πᾶσαν πιθανότητα καταπλεῖ εἰς τὸν λιμένα Πειραιῶς ἀγγλικὴ μοῖρα ἀποτελουμένη ἀπὸ ἓξ σκάφη, ἅτινα καὶ θὰ ἑορτάσωσι τὰς ἑορτὰς τῶν Χριστουγέννων εἰς τὸν λιμένα τῆς γείτονος πόλεως.: [931, 432, 1205, 528]
- divider: [931, 534, 1205, 535]
- article-paragraph: Σήμερον, λοιπόν, τελεῖται ἡ ἑορτὴ τοῦ Δένδρου τῶν Χριστουγέννων, ἣν ἡ Μουσικὴ Ἑταιρία ὑπὲρ τοῦ Ἀσύλου τῆς Ἁγίας Αἰκατερίνης.: [931, 628, 1205, 682]
- raisin-subtitle: ΚΑΙ Η ΚΑΤΑΣΚΕΥΗ ΣΙΡΟΠΙΟΥ: [709, 622, 860, 667]
- fleet-title: ΑΓΓΛΙΚΟΣ ΣΤΟΛΟΣ ΕΙΣ ΠΕΙΡΑΙΑ: [976, 387, 1160, 432]
- article-paragraph: Προχθὲς τὸ μεσονύκτιον εἰς τὸ χωρίον Λεβίδι, πρωτεύουσαν τοῦ δήμου Ὀρχομενοῦ τῆς Μαντινείας, ἐξερράγη πυρκαϊὰ εἰς τὴν οἰκίαν τοῦ Π. Μαυρίδη, ὑπὸ τὴν ὁποίαν ὑπῆρχεν ἀποθήκη χασὶς. Τὸ πῦρ κατέκαυσεν αὐτήν, ἐπενεγκοῦσα ζημίαν 20,000 δραχμῶν. Ἐκάησαν 3,000 ὀκάδες χασίς.: [931, 1025, 1205, 1121]
- changes-subtitle: ΕΙΣ ΤΟ ΣΩΜΑ ΤΩΝ ΓΕΩΜΕΤΡΩΝ: [1268, 181, 1416, 225]
- divider: [1210, 1112, 1474, 1115]
- divider: [70, 255, 371, 256]
- article-paragraph: Ἀπὸ τῆς παρελθούσης Τετάρτης διεξήχθησαν αἱ ἐργασίαι τοῦ πολιτικοῦ τμήματος τοῦ Πρωτοδικείου Ἠλείας. Πρὸς τιμὴν τῶν δικαστῶν, μετὰ τῶν ὁποίων συνδεόμεθα, ἔπειτα ὡς διὰ μιᾶς τοῦ παρὰ τὸ Ἀναγνωστόπουλος, Ζωγράφου, Σακελλαρίδου, Γεωργοπούλου καὶ Ρηγοπούλου ἐπιβάλλουσα ἀπόδειξιν.: [931, 1342, 1205, 1436]
- article-paragraph: Ἡ Αἴγυπτος, ἡ τέως ὑποκειμένη εἰς τὸν ἀποκλεισμόν, ἐπέτρεψε τὴν ἀποβίβασιν ἐπιβατῶν ἐκ Σμύρνης μετὰ πενθήμερον κάθαρσιν.: [373, 1579, 638, 1633]
- article-paragraph: Ἀλλὰ καὶ εἰς τὸ Πλημμελειοδικεῖον ἐνίοτε δὲν τηρεῖται ἐκ μέρους τῶν προεδρευόντων δικαστῶν ἡ προσήκουσα ἀδρότης πρὸς τοὺς κ.κ. Δικηγόρους, οἵτινες φέρονται μετ' ἄκρας εὐλαβείας πρὸς τὸ Δικαστήριον.: [1210, 67, 1474, 135]
- divider: [642, 795, 927, 796]
- divider: [931, 1240, 1205, 1241]
- masthead-title: ΕΜΠΡΟΣ: [718, 0, 878, 29]
- tailor-ad-title: ΘΡΙΑΜΒΟΣ ΕΠΙΤΥΧΙΩΝ: [1236, 816, 1448, 841]
- source-credit: (Ἐθνικ. Πρακτ.): [837, 573, 927, 586]
- divider: [70, 915, 371, 916]
- column-rule: [640, 108, 641, 2289]
- murder-subtitle: Ἄλλη ἀντιπαθείας. — Ἀλλοιώσεις δημάρχου Σπάρτης: [642, 1471, 894, 1503]
- article-paragraph: ΒΕΡΟΛΙΝΟΝ, 23 Δεκεμβρίου.—Ἐπισήμως ἐκ Βιέννης τηλεγράφημα ἀγγέλλει, ὅτι οἱ πληρεξούσιοι Κινέζοι εἶνε ἀποφασισμένοι νὰ ὑπογράψωσι τὴν ταυτόσημον διακοίνωσιν τῶν Δυνάμεων.: [642, 388, 927, 456]
- article-paragraph: Λέγεται μάλιστα, ὅτι ὁ κ. Γαρουφαλιᾶς παρ' ὅλην τὴν δημοσιευθεῖσαν ἐπιστολήν του ἀνεχώρησε δυσηρεστημένος κατὰ τῆς Κυβερνήσεως.: [373, 747, 638, 802]
- article-paragraph: Διὰ τὴν πληρωμὴν τοῦ δεκατημορίου οἱ Οἰνοπνευματοποιοὶ κατέθεσαν χθὲς εἰς τὴν Τράπεζαν Ἀθηνῶν τετρακόσια χιλιάδας δραχμῶν, ὑπέχρεοι εἶναι νὰ πληρώσωσι τὸ ὑπόλοιπον τοῦ ποσοῦ ἐντὸς τοῦ Ἰανουαρίου.: [373, 1232, 638, 1300]
- tailor-ad-currency: δραχ.: [1375, 971, 1416, 987]
- hat-shop-advert: [1210, 1121, 1474, 1381]
- china-title: ΤΑ ΕΝ ΚΙΝΑ: [709, 318, 860, 349]
- louvre-text: Διὰ νὰ ἐπιληφθῆτε, διὰ νὰ ὑποχρεώσητε, διὰ νὰ θεωρηθῆτε ὡς ἄνθρωποι μὲ τέλειον γοῦστο· καὶ διὰ νὰ ἐπιτύχητε ὅλα αὐτὰ μὲ ὀλίγα χρήματα, μεταβῆτε εἰς τὸ «Λοῦβρ» καὶ ἀγοράσατε, ὅ,τι θέλετε νὰ προσφέρητε ὡς δῶρον.: [70, 72, 371, 140]
- article-paragraph: ΛΟΝΔΙΝΟΝ, 23 Δεκεμβρίου.—Τὰ ἐξ Ἀφρικῆς ἀφιχθέντα ταύτην τὴν νύκτα τηλεγραφήματα εἶνε ἀνησυχαστικά. Ἐκ Κέιπταουν τηλεγραφοῦσιν, ὅτι οἱ Μπόερς νικητὰὶ εὑρίσκονται εἰς τριῶν ἡμερῶν ἀπόστασιν ἀπὸ τῆς πόλεως ταύτης. Εἰς τὴν ἀποικίαν τοῦ Ἀκρωτηρίου ὁ πανικὸς εἶνε γενικός.: [642, 183, 927, 263]
- divider: [373, 1359, 638, 1360]
- column-rule: [371, 36, 372, 2289]
- notice-text: Ὁ γνωστὸς τῆς πόλεως μας διπλωματοῦχος ὀδοντίατρος ΟΘΩΝ ΛΕΥΚΟΒΙΤΣ, ἀφιχθεὶς ἐσχάτως ἐκ τῆς ἀνὰ τὴν Εὐρώπην περιοδείας του, ὅπου ἐπεσκέφθη πλεῖστα ὀδοντιατρεῖα, ἐγκαταστήσας δὲ τὸ ἰατρεῖον του πλησίον τῆς πλατείας τοῦ Συντάγματος, γνωστοποιεῖ ὅτι ἐφοδιάσθη μὲ ὅλα τὰ νεώτερα μηχανήματα καὶ ἐργαλεῖα, δι' ὧν δύναται νὰ ἐκτελῇ πᾶσαν ἐργασίαν τῆς τέχνης του ἀπόλυτως καὶ ἀνωδύνως.: [70, 967, 371, 1089]
- divider: [931, 185, 1205, 186]
- political-situation-title: Η ΠΟΛΙΤΙΚΗ ΚΑΤΑΣΤΑΣΙΣ: [443, 493, 569, 542]
- article-paragraph: Ὁ νομικὸς τῆς Ἑλλάδος κόσμος βαθὺ φρονοῦμεν θὰ αἰσθανθῇ ἀγαλλίασιν αἰσθήματι μανθάνων ὅτι λίαν συντόμως, πρόκειται ν' ἀποκτήσῃ νέον σύγγραμμα Ἑρμηνείας τῆς Πολιτικῆς Δικονομίας, ἀρτιώτατον καὶ πληρέστατον εἰς πᾶσαν πτυχὴν αὐτῆς, τοῦτον τὸν διαλύον ἀνάγκας.: [70, 343, 371, 425]
- tailor-ad-line: ἀκριβῶς ἀπέναντι μεγάλης οἰκίας ΚΑΡΑΠΑΝΟΥ: [1247, 1053, 1437, 1080]
- article-paragraph: πρωθυπουργὸς τοῦ Δήμου. Τρίτον οὐδὲν συμφέρον ἔχουσι συγγενεῖς μου διὰ πρωθυπουργὸν Δήμου, εὐτυχῶς συγγάνονται ἀνώτεροι πάσης ὑπονοίας καὶ ἀνεξάρτητοι οἰκονομικῶς ἀπὸ οὐδεμιᾶς ἐπιρροῆς. Τοῦτο ἔμπειρηθὴ ἐκ δημοσιεύσεως ἐνταῦθα ἀναλυτικῆς λογοδοσίας τῆς διαχειρίσεως κατὰ τὸ τετραετὲς διάστημα τῆς δημαρχίας μου.: [931, 40, 1205, 149]
- article-paragraph: Ἐλάβομεν καὶ ἡμεῖς τὸ ἑξῆς τηλεγράφημα:: [654, 1516, 893, 1530]
